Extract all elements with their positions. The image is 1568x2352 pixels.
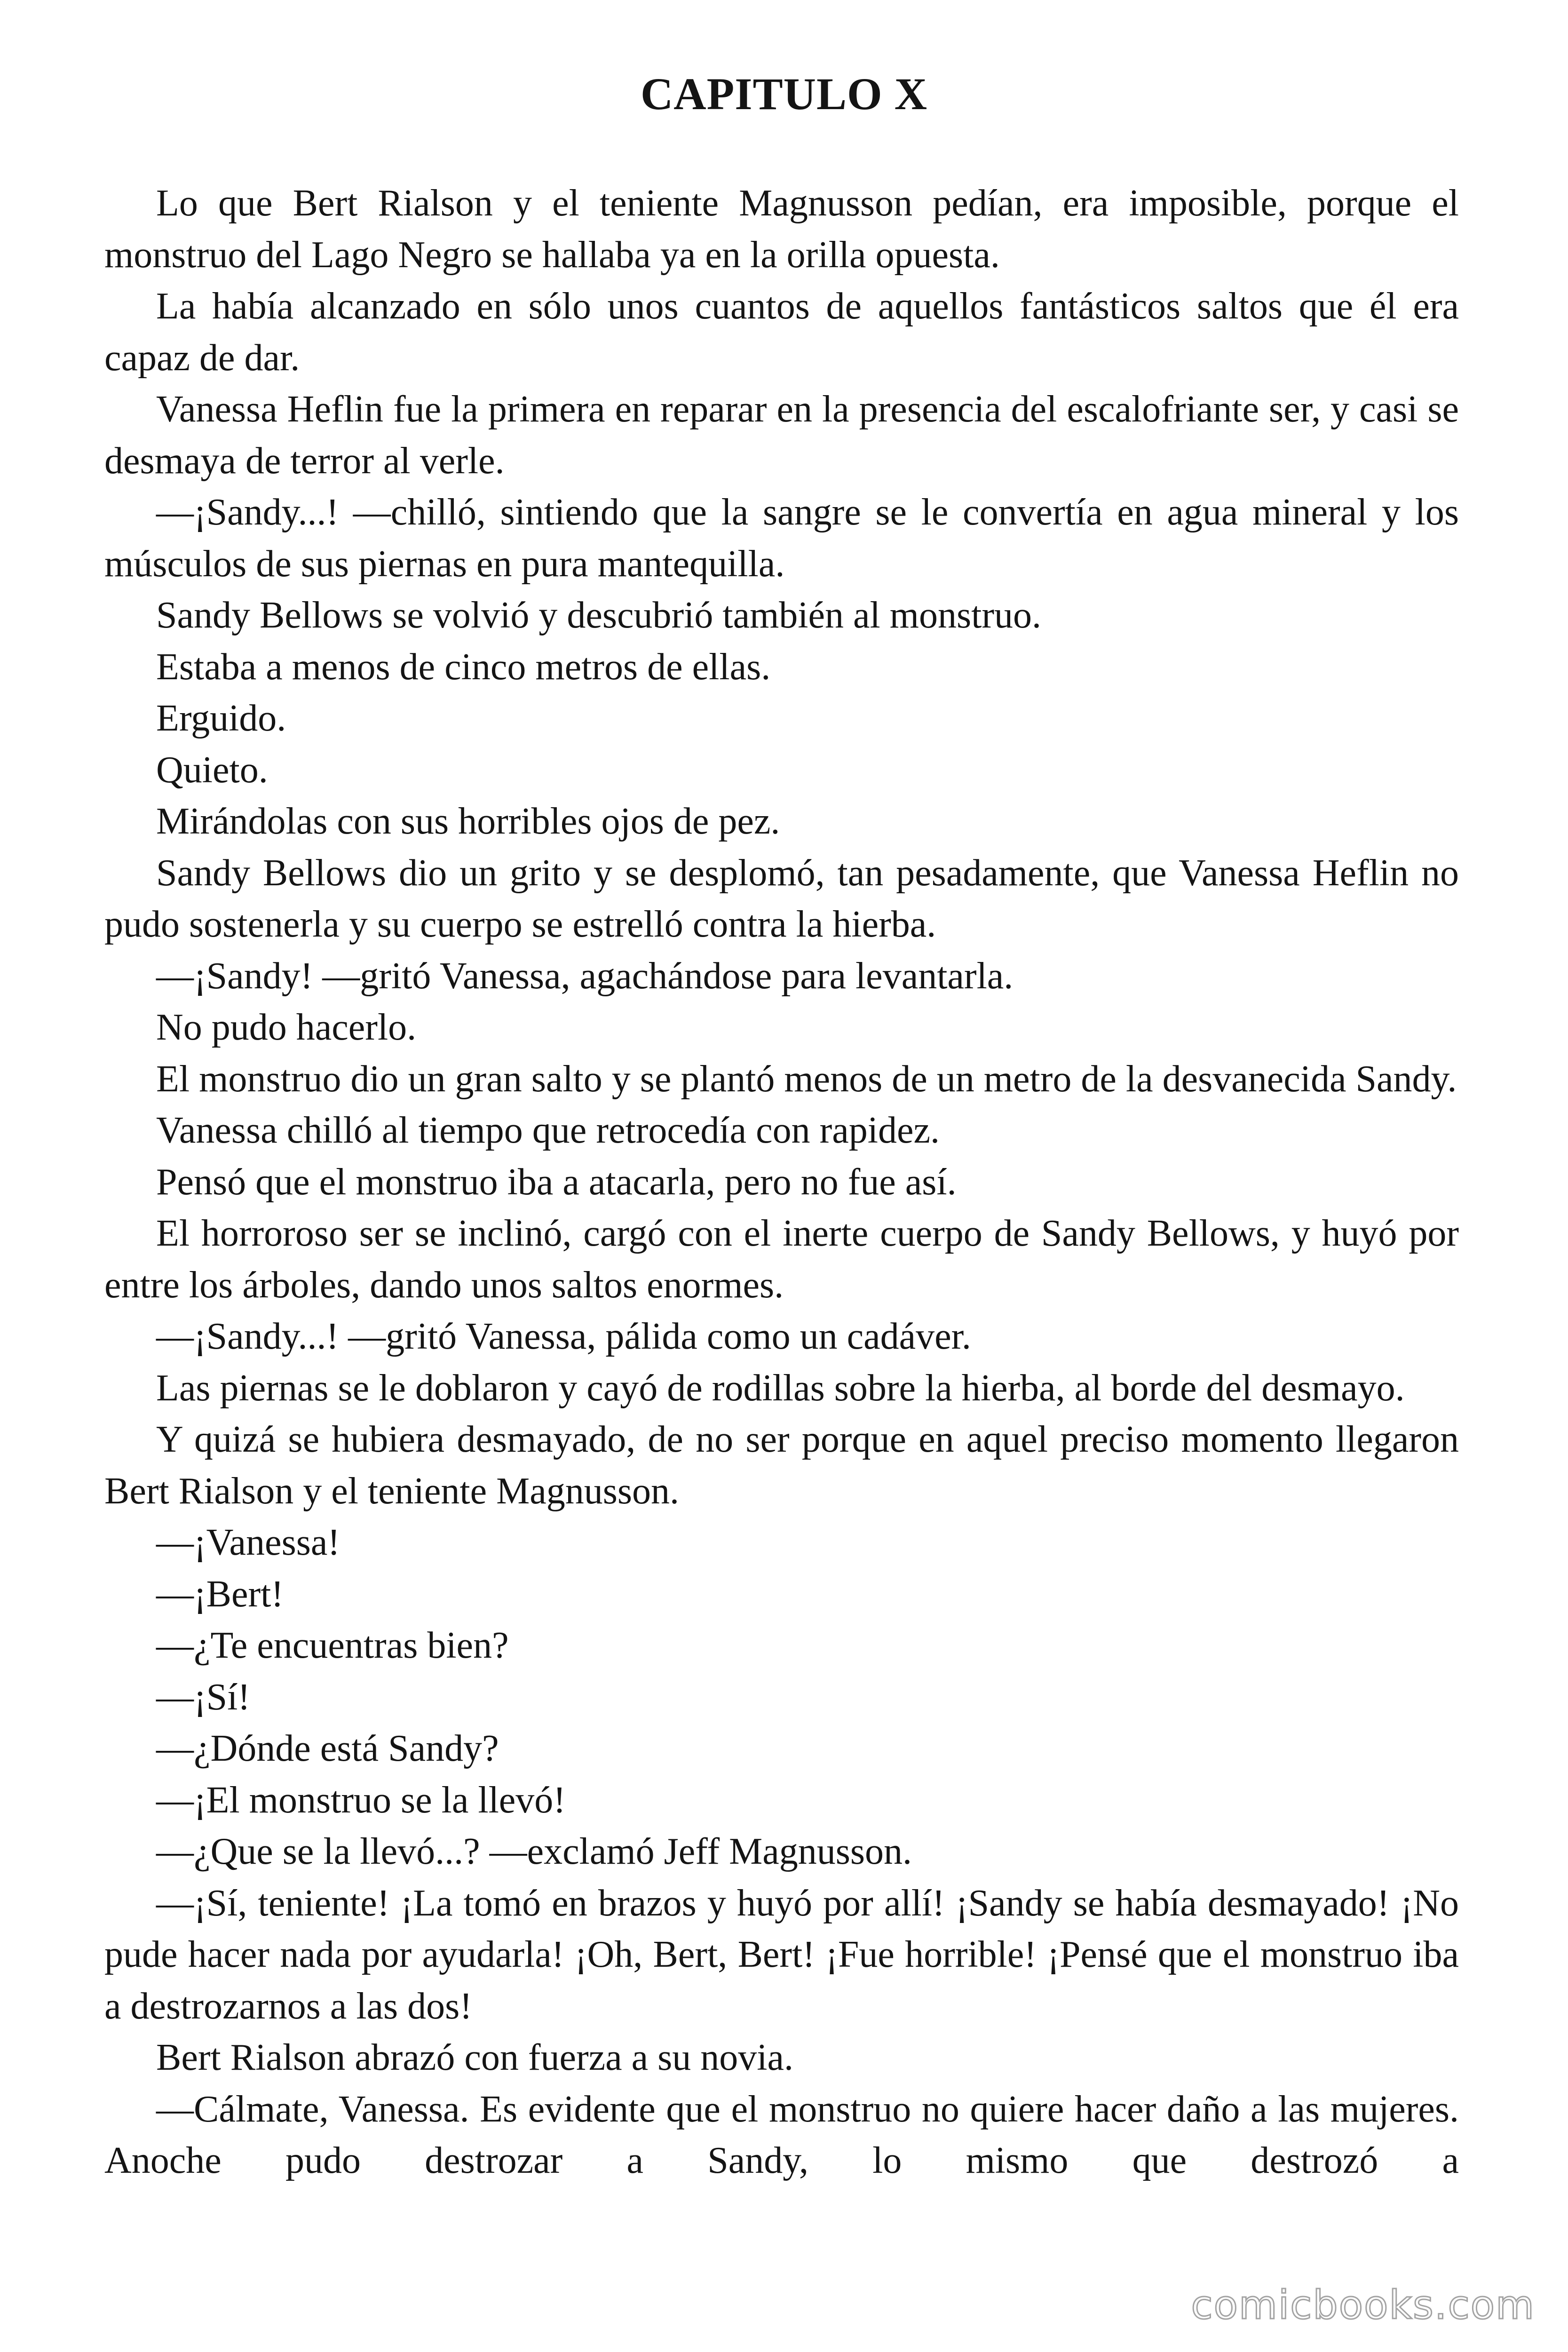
- paragraph: —¿Dónde está Sandy?: [156, 1728, 499, 1769]
- paragraph: Quieto.: [156, 749, 268, 791]
- paragraph: Y quizá se hubiera desmayado, de no ser porque en aquel preciso momento llegaron Bert Rialson y el teniente Magnusson.: [104, 1419, 1459, 1512]
- paragraph: —¡El monstruo se la llevó!: [156, 1779, 566, 1821]
- paragraph: —¿Te encuentras bien?: [156, 1625, 509, 1666]
- chapter-body: [104, 178, 1459, 2187]
- paragraph: No pudo hacerlo.: [156, 1007, 417, 1048]
- paragraph: —¡Vanessa!: [156, 1522, 340, 1563]
- watermark-logo: comicbooks.com: [1191, 2282, 1535, 2328]
- paragraph: —¡Sí, teniente! ¡La tomó en brazos y huyó por allí! ¡Sandy se había desmayado! ¡No pude hacer nada por ayudarla! ¡Oh, Bert, Bert! ¡Fue horrible! ¡Pensé que el monstruo iba a destrozarnos a las dos!: [104, 1882, 1459, 2027]
- chapter-title: CAPITULO X: [640, 69, 928, 119]
- paragraph: Erguido.: [156, 698, 286, 739]
- paragraph: —¿Que se la llevó...? —exclamó Jeff Magnusson.: [156, 1831, 912, 1872]
- paragraph: El monstruo dio un gran salto y se plantó menos de un metro de la desvanecida Sandy.: [156, 1058, 1457, 1100]
- paragraph: Pensó que el monstruo iba a atacarla, pero no fue así.: [156, 1161, 957, 1203]
- paragraph: Lo que Bert Rialson y el teniente Magnusson pedían, era imposible, porque el monstruo del Lago Negro se hallaba ya en la orilla opuesta.: [104, 183, 1459, 276]
- paragraph: —¡Sandy...! —chilló, sintiendo que la sangre se le convertía en agua mineral y los músculos de sus piernas en pura mantequilla.: [104, 492, 1459, 585]
- paragraph: Vanessa Heflin fue la primera en reparar en la presencia del escalofriante ser, y casi se desmaya de terror al verle.: [104, 389, 1459, 482]
- paragraph: La había alcanzado en sólo unos cuantos de aquellos fantásticos saltos que él era capaz de dar.: [104, 286, 1459, 379]
- paragraph: Vanessa chilló al tiempo que retrocedía con rapidez.: [156, 1110, 940, 1151]
- paragraph: —¡Sí!: [156, 1676, 250, 1718]
- paragraph: Bert Rialson abrazó con fuerza a su novia.: [156, 2037, 794, 2078]
- paragraph: —¡Sandy! —gritó Vanessa, agachándose para levantarla.: [156, 955, 1014, 997]
- paragraph: —¡Bert!: [156, 1573, 284, 1615]
- paragraph: —Cálmate, Vanessa. Es evidente que el monstruo no quiere hacer daño a las mujeres. Anoche pudo destrozar a Sandy, lo mismo que destrozó a: [104, 2088, 1459, 2181]
- paragraph: Mirándolas con sus horribles ojos de pez.: [156, 801, 780, 842]
- paragraph: Las piernas se le doblaron y cayó de rodillas sobre la hierba, al borde del desmayo.: [156, 1367, 1405, 1409]
- paragraph: —¡Sandy...! —gritó Vanessa, pálida como un cadáver.: [156, 1316, 971, 1357]
- paragraph: Sandy Bellows se volvió y descubrió también al monstruo.: [156, 595, 1041, 636]
- paragraph: Sandy Bellows dio un grito y se desplomó, tan pesadamente, que Vanessa Heflin no pudo sostenerla y su cuerpo se estrelló contra la hierba.: [104, 852, 1459, 945]
- paragraph: Estaba a menos de cinco metros de ellas.: [156, 646, 771, 688]
- paragraph: El horroroso ser se inclinó, cargó con el inerte cuerpo de Sandy Bellows, y huyó por entre los árboles, dando unos saltos enormes.: [104, 1213, 1459, 1306]
